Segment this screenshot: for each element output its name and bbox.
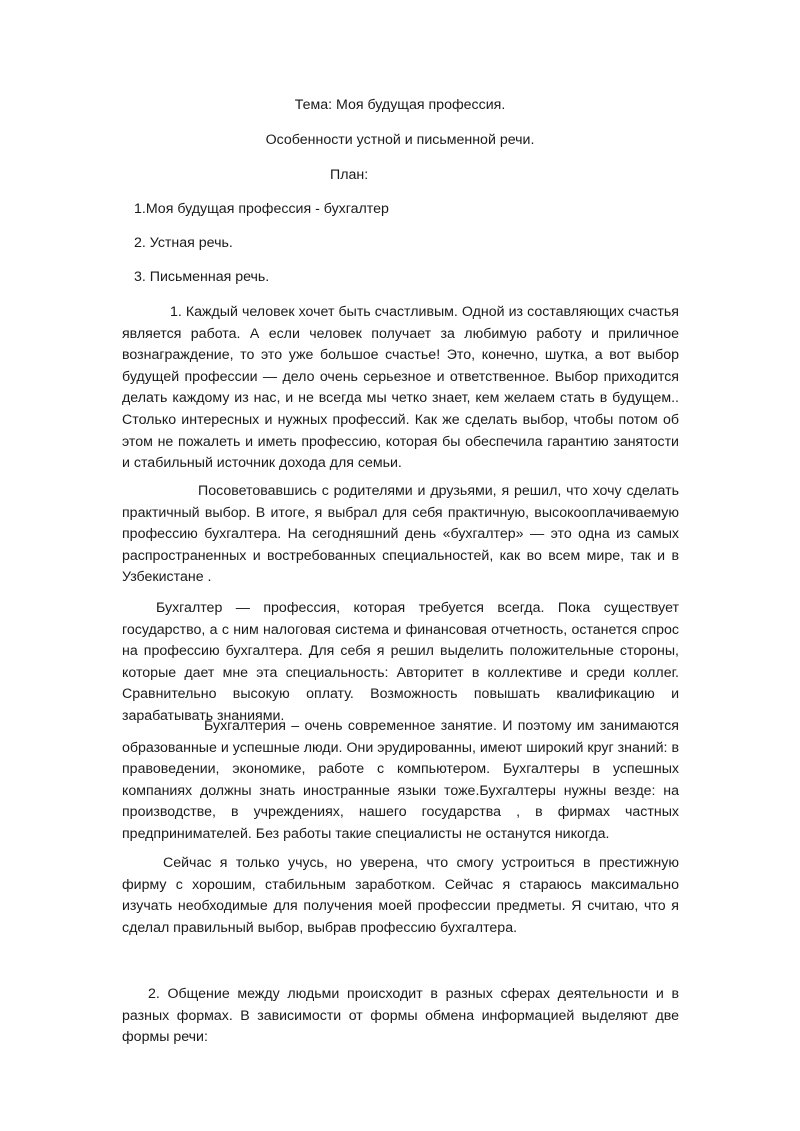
body-paragraph: 2. Общение между людьми происходит в разных сферах деятельности и в разных формах. В зависимости от формы обмена информацией выделяют две формы речи: bbox=[122, 986, 679, 1046]
body-paragraph: Посоветовавшись с родителями и друзьями, я решил, что хочу сделать практичный выбор. В итоге, я выбрал для себя практичную, высокооплачиваемую профессию бухгалтера. На сегодняшний день «бухгалтер» — это одна из самых распространенных и востребованных специальностей, как во всем мире, так и в Узбекистане . bbox=[122, 483, 679, 586]
document-subtitle: Особенности устной и письменной речи. bbox=[265, 132, 535, 148]
body-paragraph: Бухгалтер — профессия, которая требуется всегда. Пока существует государство, а с ним налоговая система и финансовая отчетность, останется спрос на профессию бухгалтера. Для себя я решил выделить положительные стороны, которые дает мне эта специальность: Авторитет в коллективе и среди коллег. Сравнительно высокую оплату. Возможность повышать квалификацию и зарабатывать знаниями. bbox=[122, 600, 679, 724]
plan-heading: План: bbox=[330, 167, 369, 183]
plan-item: 3. Письменная речь. bbox=[134, 269, 270, 285]
plan-item: 1.Моя будущая профессия - бухгалтер bbox=[134, 201, 389, 217]
body-paragraph: Сейчас я только учусь, но уверена, что смогу устроиться в престижную фирму с хорошим, стабильным заработком. Сейчас я стараюсь максимально изучать необходимые для получения моей профессии предметы. Я считаю, что я сделал правильный выбор, выбрав профессию бухгалтера. bbox=[122, 855, 679, 936]
body-paragraph: Бухгалтерия – очень современное занятие. И поэтому им занимаются образованные и успешные люди. Они эрудированны, имеют широкий круг знаний: в правоведении, экономике, работе с компьютером. Бухгалтеры в успешных компаниях должны знать иностранные языки тоже.Бухгалтеры нужны везде: на производстве, в учреждениях, нашего государства , в фирмах частных предпринимателей. Без работы такие специалисты не останутся никогда. bbox=[122, 718, 679, 842]
document-topic: Тема: Моя будущая профессия. bbox=[294, 97, 506, 113]
plan-item: 2. Устная речь. bbox=[134, 235, 233, 251]
body-paragraph: 1. Каждый человек хочет быть счастливым. Одной из составляющих счастья является работа. А если человек получает за любимую работу и приличное вознаграждение, то это уже большое счастье! Это, конечно, шутка, а вот выбор будущей профессии — дело очень серьезное и ответственное. Выбор приходится делать каждому из нас, и не всегда мы четко знает, кем желаем стать в будущем.. Столько интересных и нужных профессий. Как же сделать выбор, чтобы потом об этом не пожалеть и иметь профессию, которая бы обеспечила гарантию занятости и стабильный источник дохода для семьи. bbox=[122, 304, 679, 472]
